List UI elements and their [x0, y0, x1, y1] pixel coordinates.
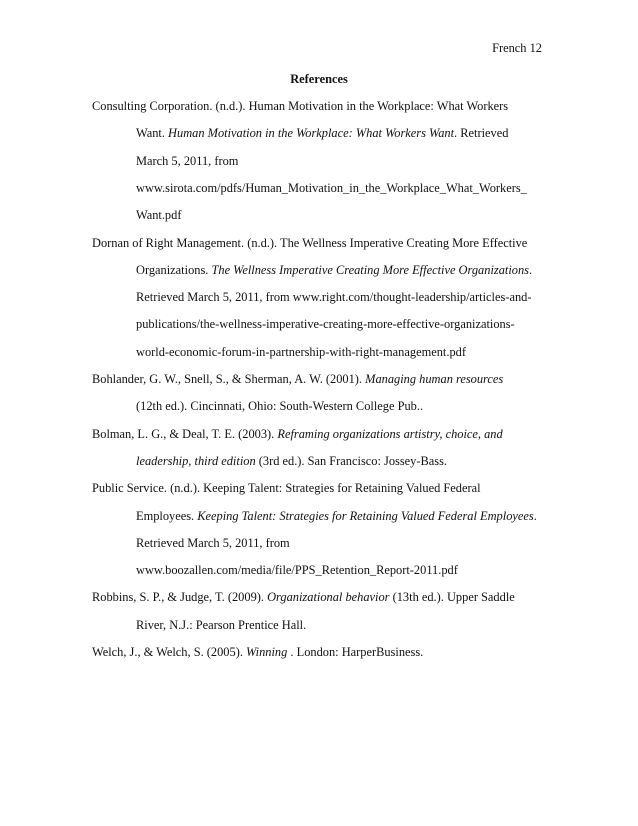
reference-line	[136, 562, 458, 578]
reference-text: Bolman, L. G., & Deal, T. E. (2003).	[92, 426, 278, 441]
reference-text: (13th ed.). Upper Saddle	[389, 590, 515, 605]
reference-line	[136, 535, 290, 551]
reference-text: publications/the-wellness-imperative-creating-more-effective-organizations-	[136, 317, 515, 332]
reference-line	[92, 589, 515, 605]
italic-title-text: The Wellness Imperative Creating More Effective Organizations	[211, 262, 529, 277]
reference-text: Organizations.	[136, 262, 212, 277]
reference-text: (3rd ed.). San Francisco: Jossey-Bass.	[255, 453, 447, 468]
italic-title-text: Managing human resources	[365, 372, 504, 386]
reference-text: Public Service. (n.d.). Keeping Talent: Strategies for Retaining Valued Federal	[92, 481, 481, 496]
reference-text: Consulting Corporation. (n.d.). Human Motivation in the Workplace: What Workers	[92, 99, 509, 113]
reference-text: world-economic-forum-in-partnership-with-right-management.pdf	[136, 344, 466, 359]
reference-text: Robbins, S. P., & Judge, T. (2009).	[92, 590, 268, 605]
reference-text: Employees.	[136, 508, 198, 523]
reference-text: www.sirota.com/pdfs/Human_Motivation_in_the_Workplace_What_Workers_	[136, 180, 527, 195]
reference-text: Retrieved March 5, 2011, from	[136, 535, 290, 550]
reference-text: Want.pdf	[136, 208, 182, 223]
reference-text: . London: HarperBusiness.	[287, 645, 424, 659]
reference-line	[136, 180, 527, 196]
reference-line	[136, 125, 508, 141]
reference-text: Bohlander, G. W., Snell, S., & Sherman, A. W. (2001).	[92, 372, 366, 386]
reference-line	[92, 98, 508, 114]
running-head: French 12	[492, 41, 542, 55]
reference-text: .	[533, 508, 537, 523]
reference-text: . Retrieved	[454, 126, 509, 141]
reference-text: (12th ed.). Cincinnati, Ohio: South-Western College Pub..	[136, 399, 424, 414]
italic-title-text: leadership, third edition	[136, 453, 256, 468]
reference-line	[136, 617, 306, 633]
italic-title-text: Human Motivation in the Workplace: What Workers Want	[168, 126, 455, 141]
reference-line	[136, 207, 181, 223]
reference-text: March 5, 2011, from	[136, 153, 239, 168]
reference-line	[136, 344, 466, 360]
reference-line	[92, 480, 481, 496]
italic-title-text: Winning	[246, 645, 288, 659]
reference-line	[136, 316, 515, 332]
reference-text: Welch, J., & Welch, S. (2005).	[92, 645, 247, 659]
italic-title-text: Reframing organizations artistry, choice, and	[277, 426, 503, 441]
reference-line	[92, 426, 503, 442]
reference-line	[92, 235, 527, 251]
reference-line	[136, 508, 537, 524]
reference-line	[136, 289, 531, 305]
reference-line	[92, 371, 503, 387]
reference-text: www.boozallen.com/media/file/PPS_Retention_Report-2011.pdf	[136, 563, 458, 578]
reference-line	[136, 262, 532, 278]
reference-line	[92, 644, 423, 660]
reference-text: Dornan of Right Management. (n.d.). The Wellness Imperative Creating More Effective	[92, 235, 528, 250]
reference-line	[136, 453, 447, 469]
reference-line	[136, 398, 423, 414]
reference-text: River, N.J.: Pearson Prentice Hall.	[136, 617, 307, 632]
italic-title-text: Keeping Talent: Strategies for Retaining Valued Federal Employees	[197, 508, 534, 523]
italic-title-text: Organizational behavior	[267, 590, 390, 605]
reference-text: Want.	[136, 126, 169, 141]
reference-text: Retrieved March 5, 2011, from www.right.com/thought-leadership/articles-and-	[136, 290, 532, 305]
page-title: References	[290, 72, 348, 86]
reference-line	[136, 153, 238, 169]
reference-text: .	[529, 262, 533, 277]
